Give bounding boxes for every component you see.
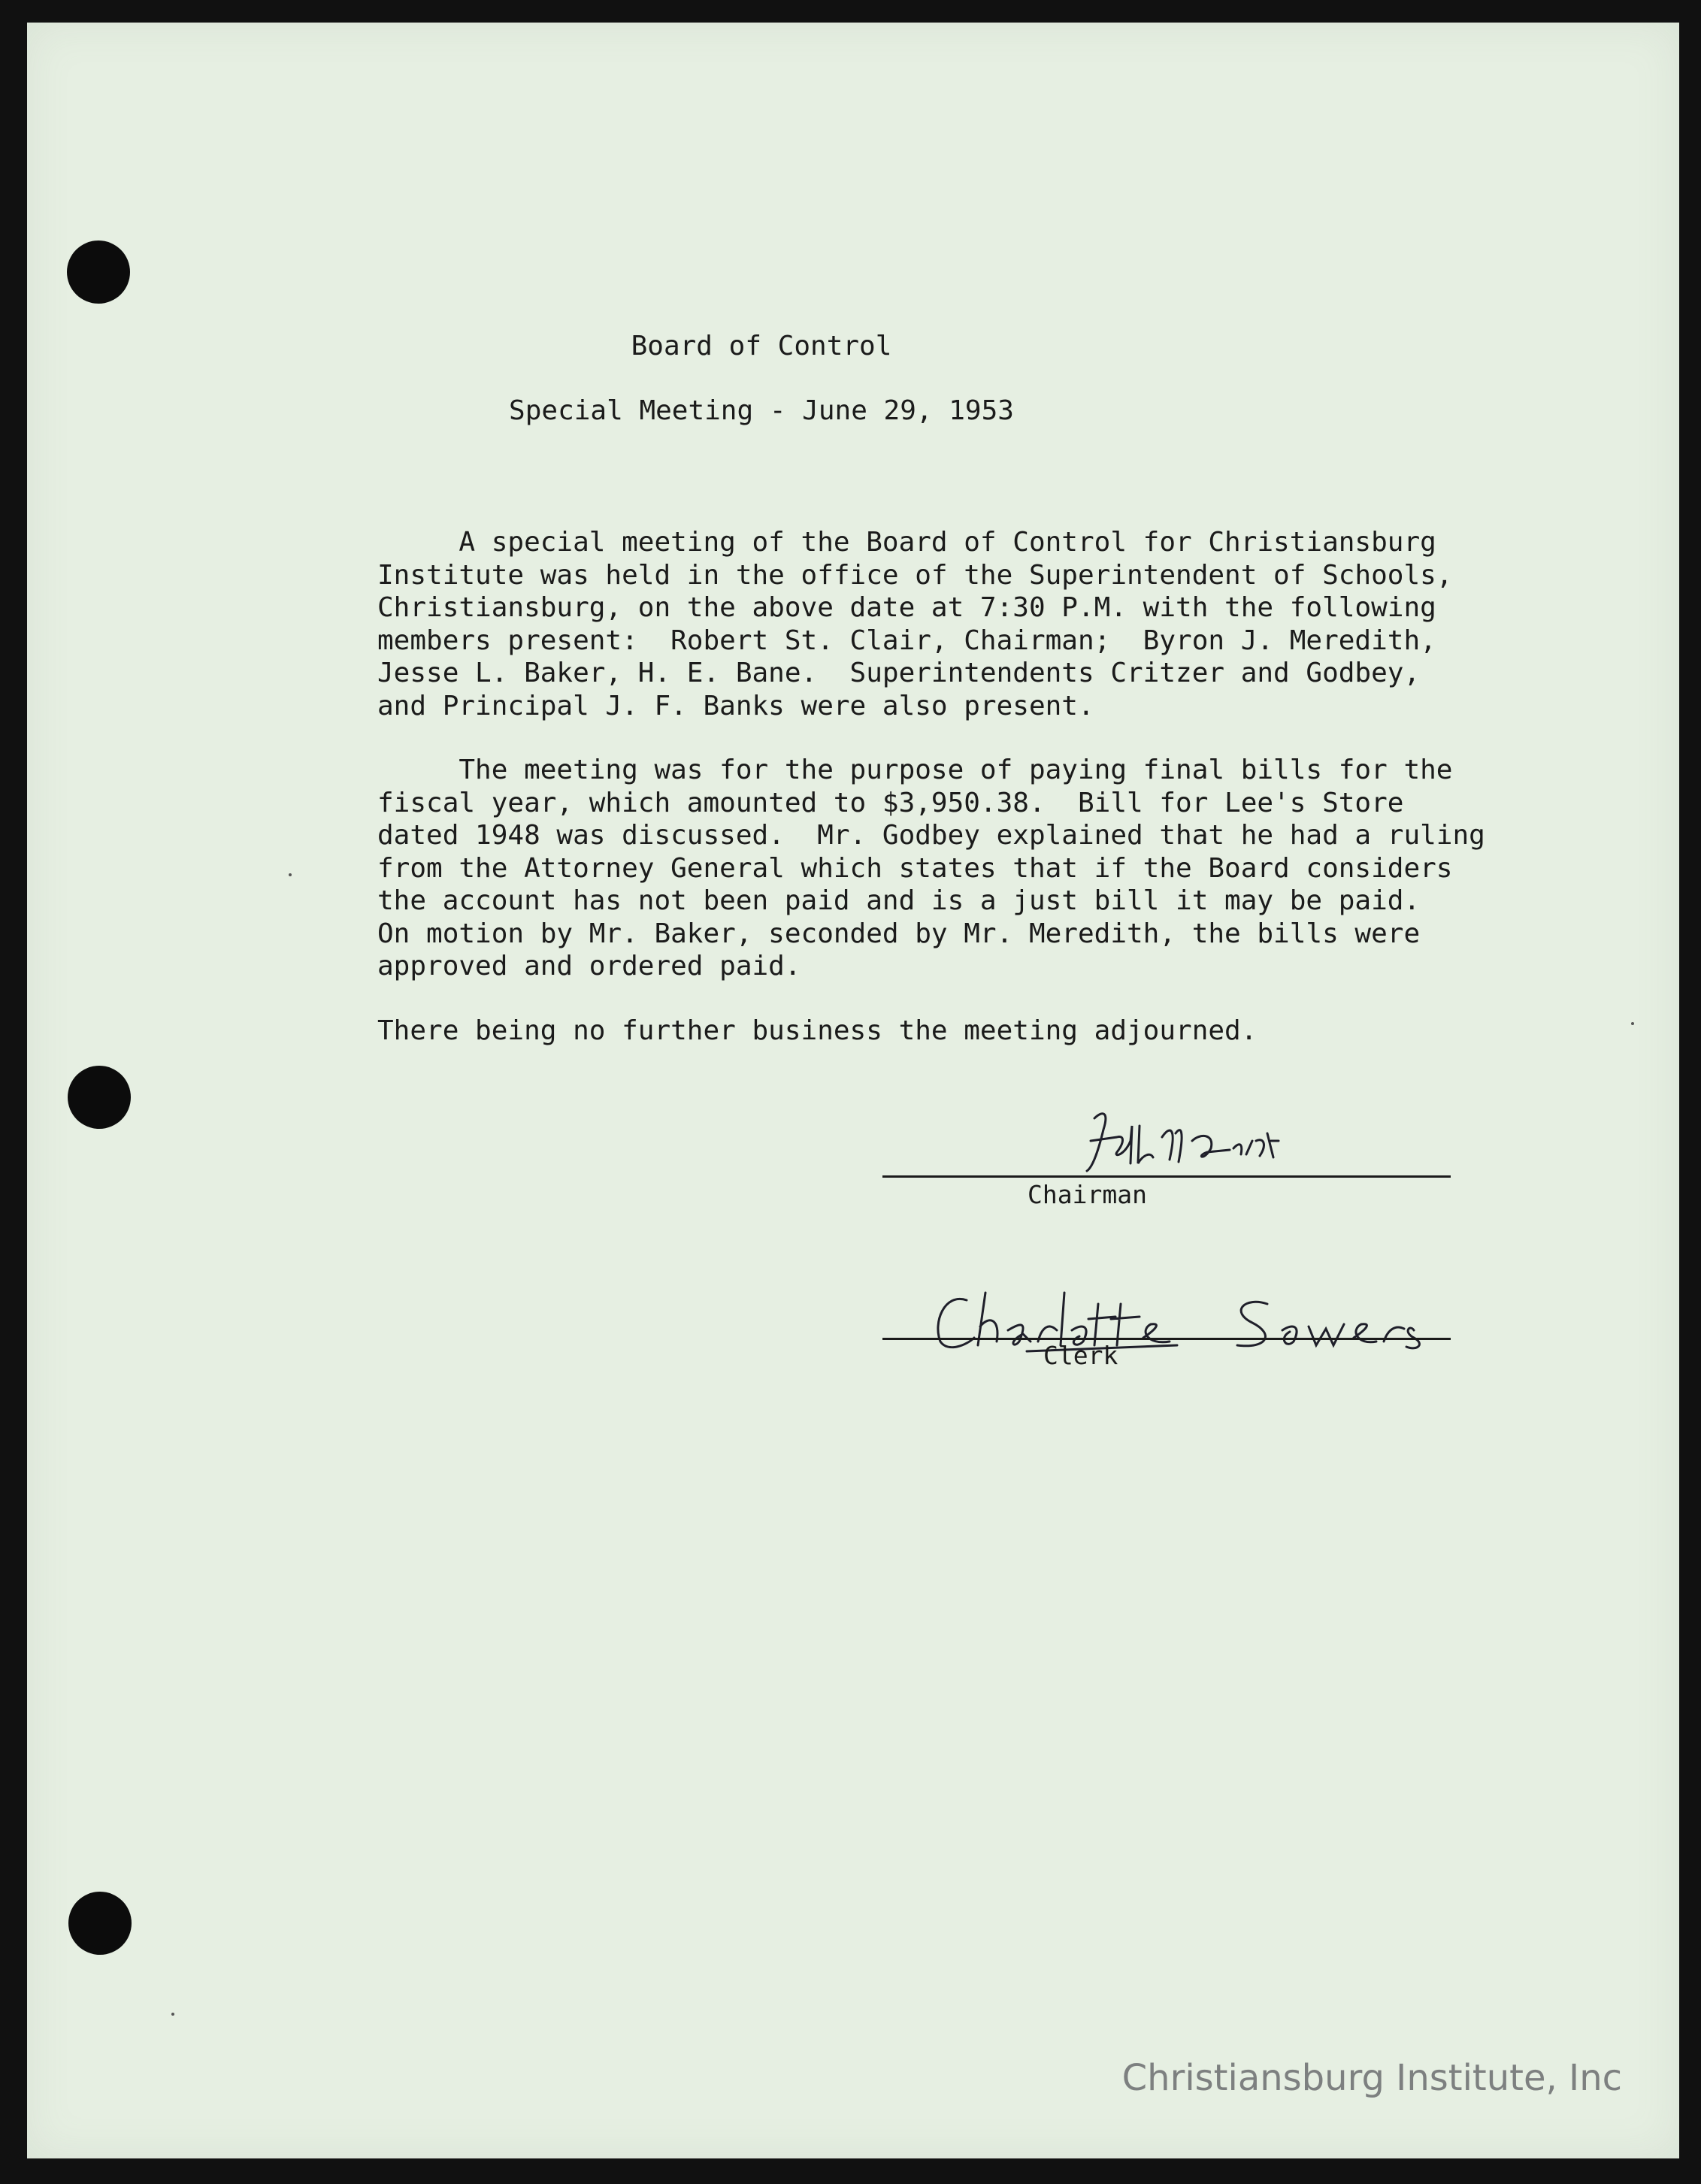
text-line: The meeting was for the purpose of paying final bills for the <box>377 755 1453 785</box>
document-title: Board of Control <box>631 331 892 361</box>
punch-hole-bottom <box>68 1892 132 1955</box>
text-line: A special meeting of the Board of Control for Christiansburg <box>377 527 1436 558</box>
text-line: and Principal J. F. Banks were also present. <box>377 690 1094 721</box>
paragraph-adjournment: There being no further business the meeting adjourned. <box>377 1015 1258 1046</box>
paper-speck <box>1631 1022 1634 1025</box>
text-line: members present: Robert St. Clair, Chairman; Byron J. Meredith, <box>377 625 1436 656</box>
text-line: Jesse L. Baker, H. E. Bane. Superintendents Critzer and Godbey, <box>377 658 1421 688</box>
clerk-signature-line <box>882 1338 1451 1340</box>
paper-speck <box>171 2013 174 2016</box>
text-line: from the Attorney General which states that if the Board considers <box>377 852 1453 884</box>
document-subtitle: Special Meeting - June 29, 1953 <box>509 395 1014 426</box>
chairman-signature-line <box>882 1175 1451 1178</box>
punch-hole-middle <box>68 1066 131 1129</box>
text-line: fiscal year, which amounted to $3,950.38. Bill for Lee's Store <box>377 787 1404 818</box>
text-line: approved and ordered paid. <box>377 951 801 982</box>
chairman-label: Chairman <box>1028 1180 1147 1209</box>
text-line: the account has not been paid and is a just bill it may be paid. <box>377 885 1421 916</box>
text-line: dated 1948 was discussed. Mr. Godbey explained that he had a ruling <box>377 820 1485 851</box>
text-line: Institute was held in the office of the Superintendent of Schools, <box>377 559 1453 591</box>
clerk-signature <box>914 1270 1560 1368</box>
chairman-signature <box>1049 1096 1350 1186</box>
document-page <box>27 23 1679 2158</box>
text-line: Christiansburg, on the above date at 7:30 P.M. with the following <box>377 592 1436 623</box>
punch-hole-top <box>67 240 130 304</box>
clerk-label: Clerk <box>1043 1341 1118 1370</box>
watermark-text: Christiansburg Institute, Inc <box>1121 2057 1622 2099</box>
paper-speck <box>289 873 292 876</box>
text-line: On motion by Mr. Baker, seconded by Mr. Meredith, the bills were <box>377 918 1421 949</box>
